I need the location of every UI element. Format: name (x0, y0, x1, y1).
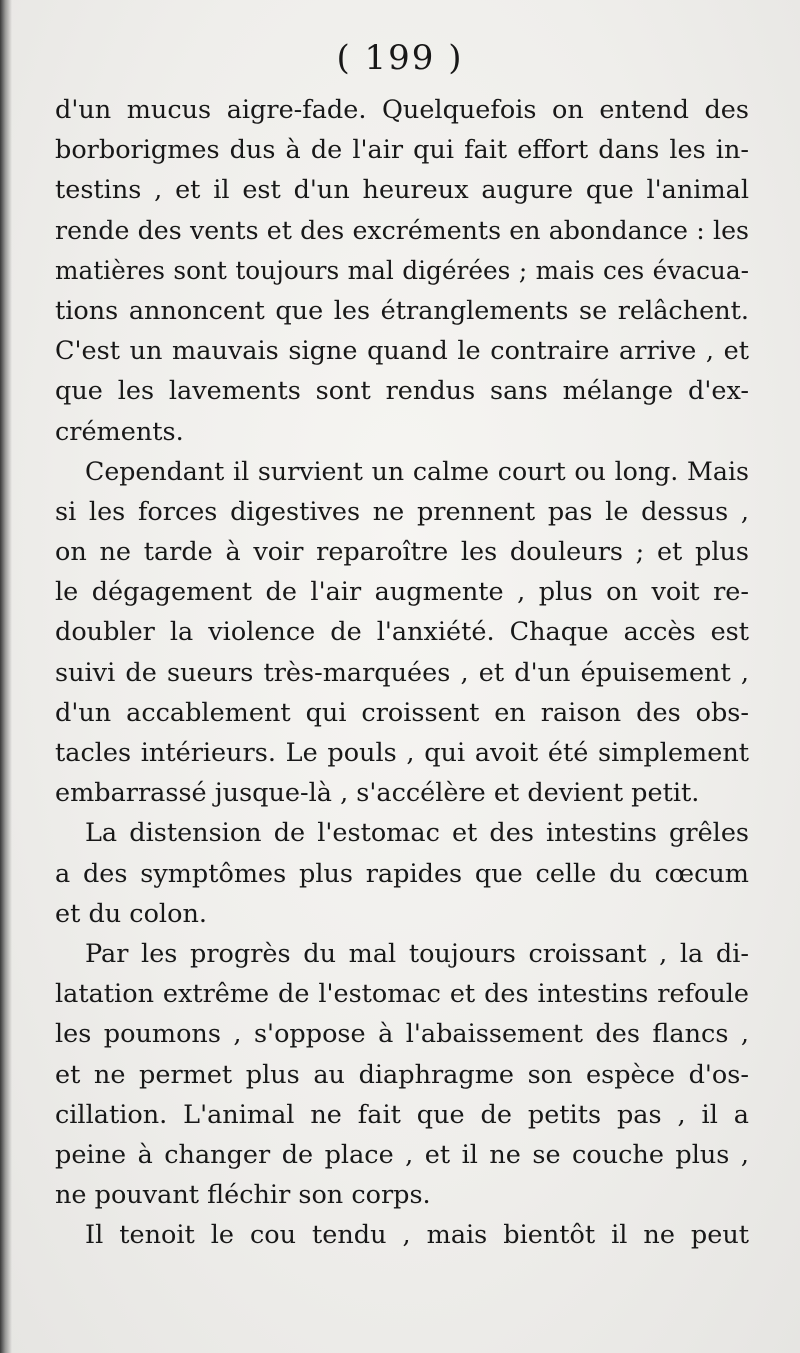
text-line: Il tenoit le cou tendu , mais bientôt il ne peut (85, 1220, 749, 1251)
text-line: borborigmes dus à de l'air qui fait effort dans les in- (55, 135, 749, 166)
body-text (55, 90, 749, 1255)
text-line: tions annoncent que les étranglements se relâchent. (55, 295, 749, 326)
text-line: le dégagement de l'air augmente , plus on voit re- (55, 577, 749, 608)
text-line: testins , et il est d'un heureux augure que l'animal (55, 175, 749, 206)
paragraph (55, 452, 749, 814)
text-line: on ne tarde à voir reparoître les douleurs ; et plus (55, 537, 749, 568)
text-line: et ne permet plus au diaphragme son espèce d'os- (55, 1059, 749, 1090)
text-line: suivi de sueurs très-marquées , et d'un épuisement , (55, 657, 749, 688)
text-line: Par les progrès du mal toujours croissant , la di- (85, 938, 749, 969)
text-line: cillation. L'animal ne fait que de petits pas , il a (55, 1099, 749, 1130)
text-line: si les forces digestives ne prennent pas le dessus , (55, 496, 749, 527)
text-line: et du colon. (55, 898, 207, 929)
paragraph (55, 90, 749, 452)
text-line: d'un mucus aigre-fade. Quelquefois on entend des (55, 95, 749, 125)
paragraph (55, 934, 749, 1215)
text-line: doubler la violence de l'anxiété. Chaque accès est (55, 617, 749, 648)
text-line: C'est un mauvais signe quand le contraire arrive , et (55, 336, 749, 367)
text-line: a des symptômes plus rapides que celle du cœcum (55, 858, 749, 889)
text-line: rende des vents et des excréments en abondance : les (55, 215, 749, 245)
text-line: tacles intérieurs. Le pouls , qui avoit été simplement (55, 738, 749, 768)
paragraph (55, 813, 749, 934)
text-line: que les lavements sont rendus sans mélange d'ex- (55, 376, 749, 407)
text-line: latation extrême de l'estomac et des intestins refoule (55, 979, 749, 1010)
text-line: ne pouvant fléchir son corps. (55, 1180, 431, 1211)
text-line: embarrassé jusque-là , s'accélère et devient petit. (55, 778, 700, 809)
text-line: Cependant il survient un calme court ou long. Mais (85, 456, 749, 486)
text-line: peine à changer de place , et il ne se couche plus , (55, 1139, 749, 1170)
paragraph (55, 1215, 749, 1255)
page-number: ( 199 ) (336, 38, 464, 78)
text-line: d'un accablement qui croissent en raison des obs- (55, 697, 749, 728)
text-line: créments. (55, 416, 184, 447)
binding-shadow (0, 0, 12, 1353)
text-line: matières sont toujours mal digérées ; mais ces évacua- (55, 255, 749, 285)
text-line: les poumons , s'oppose à l'abaissement des flancs , (55, 1019, 749, 1050)
text-line: La distension de l'estomac et des intestins grêles (85, 818, 749, 849)
